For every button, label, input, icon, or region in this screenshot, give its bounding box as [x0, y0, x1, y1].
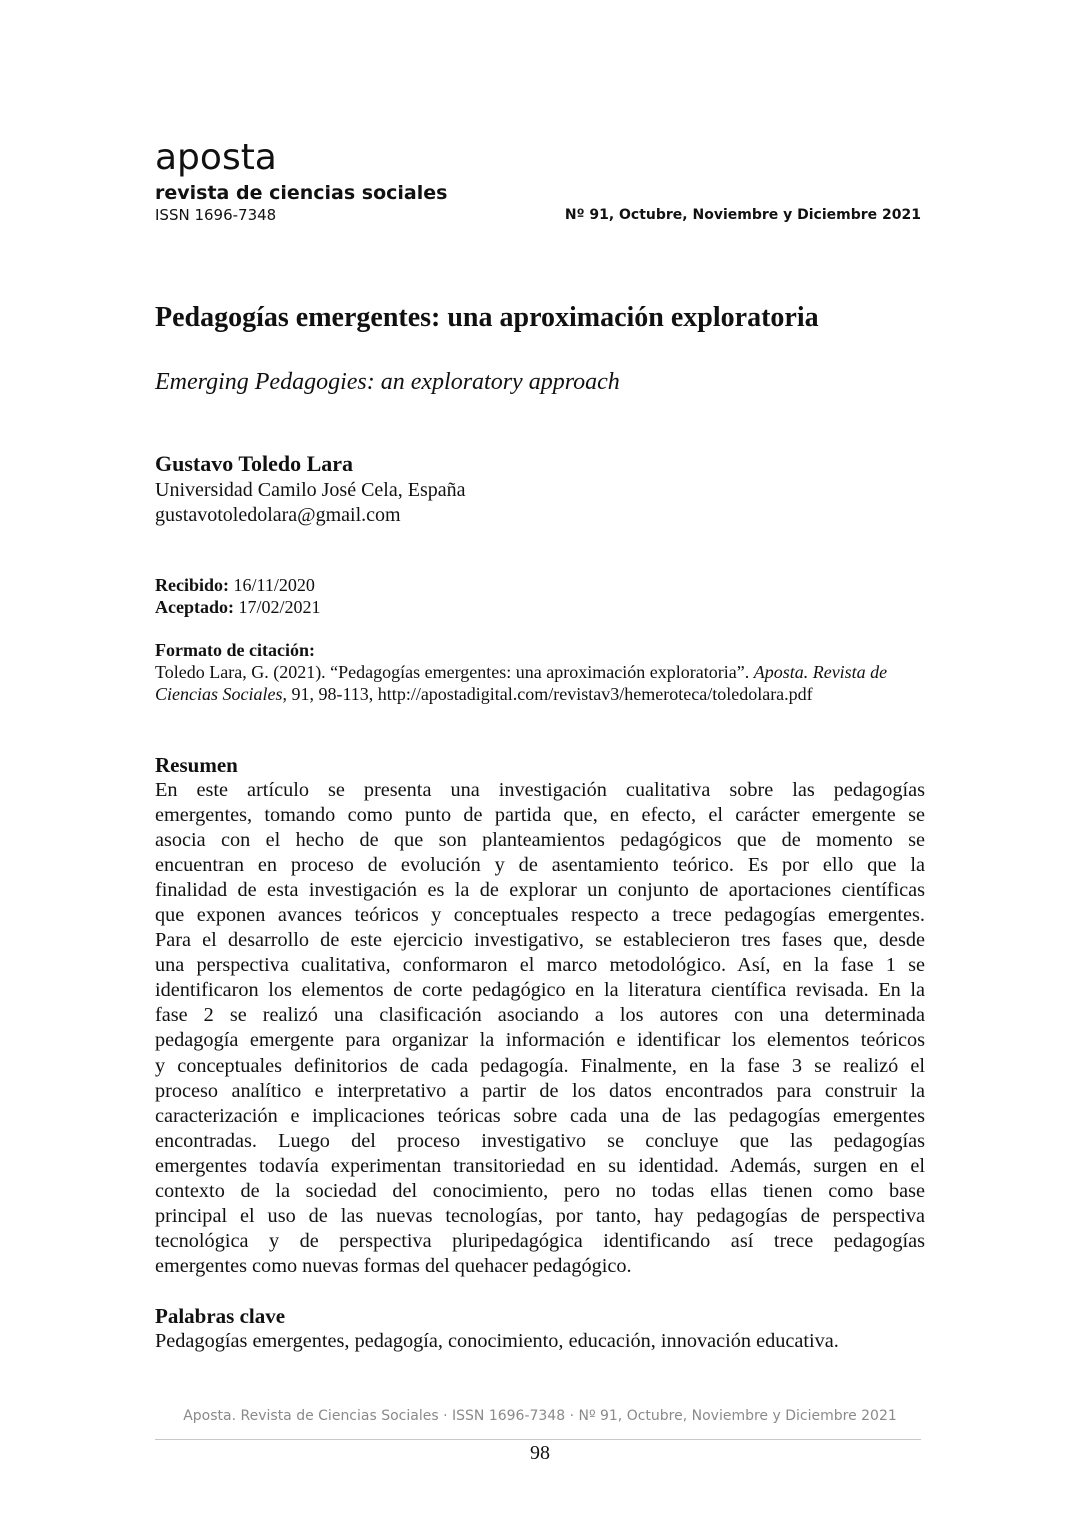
author-name: Gustavo Toledo Lara	[155, 451, 354, 476]
received-label: Recibido:	[155, 575, 229, 595]
abstract-line: En este artículo se presenta una investigación cualitativa sobre las pedagogías	[155, 779, 925, 801]
citation-part2[interactable]: , 91, 98-113, http://apostadigital.com/revistav3/hemeroteca/toledolara.pdf	[282, 683, 813, 704]
abstract-line: principal el uso de las nuevas tecnologías, por tanto, hay pedagogías de perspectiva	[155, 1204, 925, 1227]
abstract-line: tecnológica y de perspectiva pluripedagógica identificando así trece pedagogías	[155, 1229, 925, 1252]
accepted-value: 17/02/2021	[238, 597, 321, 617]
abstract-line: emergentes, tomando como punto de partida que, en efecto, el carácter emergente se	[155, 804, 925, 827]
abstract-line: emergentes como nuevas formas del quehacer pedagógico.	[155, 1254, 632, 1277]
journal-subtitle: revista de ciencias sociales	[155, 182, 448, 204]
abstract-line: caracterización e implicaciones teóricas sobre cada una de las pedagogías emergentes	[155, 1104, 925, 1127]
abstract-line: y conceptuales definitorios de cada pedagogía. Finalmente, en la fase 3 se realizó el	[155, 1054, 925, 1077]
abstract-line: encontradas. Luego del proceso investigativo se concluye que las pedagogías	[155, 1129, 925, 1152]
abstract-line: contexto de la sociedad del conocimiento, pero no todas ellas tienen como base	[155, 1179, 925, 1202]
citation-label: Formato de citación:	[155, 640, 315, 660]
abstract-line: finalidad de esta investigación es la de explorar un conjunto de aportaciones científicas	[155, 879, 925, 902]
abstract-heading: Resumen	[155, 753, 238, 777]
abstract-line: una perspectiva cualitativa, conformaron el marco metodológico. Así, en la fase 1 se	[155, 954, 925, 977]
abstract-body	[155, 778, 925, 1279]
abstract-line: fase 2 se realizó una clasificación asociando a los autores con una determinada	[155, 1004, 925, 1027]
abstract-line: identificaron los elementos de corte pedagógico en la literatura científica revisada. En la	[155, 979, 925, 1002]
received-value: 16/11/2020	[233, 575, 315, 595]
keywords-heading: Palabras clave	[155, 1304, 286, 1328]
author-email[interactable]: gustavotoledolara@gmail.com	[155, 504, 401, 526]
article-subtitle-english: Emerging Pedagogies: an exploratory approach	[155, 369, 620, 395]
abstract-line: proceso analítico e interpretativo a partir de los datos encontrados para construir la	[155, 1079, 925, 1102]
abstract-line: Para el desarrollo de este ejercicio investigativo, se establecieron tres fases que, desde	[155, 929, 925, 952]
issue-info: Nº 91, Octubre, Noviembre y Diciembre 2021	[564, 207, 921, 223]
citation-part1: Toledo Lara, G. (2021). “Pedagogías emergentes: una aproximación exploratoria”.	[155, 662, 754, 682]
abstract-line: que exponen avances teóricos y conceptuales respecto a trece pedagogías emergentes.	[155, 904, 925, 927]
footer-text: Aposta. Revista de Ciencias Sociales · ISSN 1696-7348 · Nº 91, Octubre, Noviembre y Diciembre 2021	[183, 1408, 897, 1424]
received-date	[155, 574, 315, 596]
journal-logo: aposta	[155, 137, 277, 178]
footer-divider	[155, 1439, 921, 1440]
accepted-label: Aceptado:	[155, 597, 234, 617]
abstract-line: encuentran en proceso de evolución y de asentamiento teórico. Es por ello que la	[155, 854, 925, 877]
accepted-date	[155, 596, 321, 618]
journal-issn: ISSN 1696-7348	[155, 206, 277, 224]
author-affiliation: Universidad Camilo José Cela, España	[155, 479, 466, 501]
abstract-line: asocia con el hecho de que son planteamientos pedagógicos que de momento se	[155, 829, 925, 852]
page-number: 98	[530, 1442, 550, 1464]
citation-journal: Aposta. Revista de Ciencias Sociales	[155, 662, 888, 704]
abstract-line: pedagogía emergente para organizar la información e identificar los elementos teóricos	[155, 1029, 925, 1052]
abstract-line: emergentes todavía experimentan transitoriedad en su identidad. Además, surgen en el	[155, 1154, 925, 1177]
article-title: Pedagogías emergentes: una aproximación exploratoria	[155, 302, 819, 333]
keywords-text: Pedagogías emergentes, pedagogía, conocimiento, educación, innovación educativa.	[155, 1330, 839, 1352]
citation-text	[155, 662, 925, 705]
